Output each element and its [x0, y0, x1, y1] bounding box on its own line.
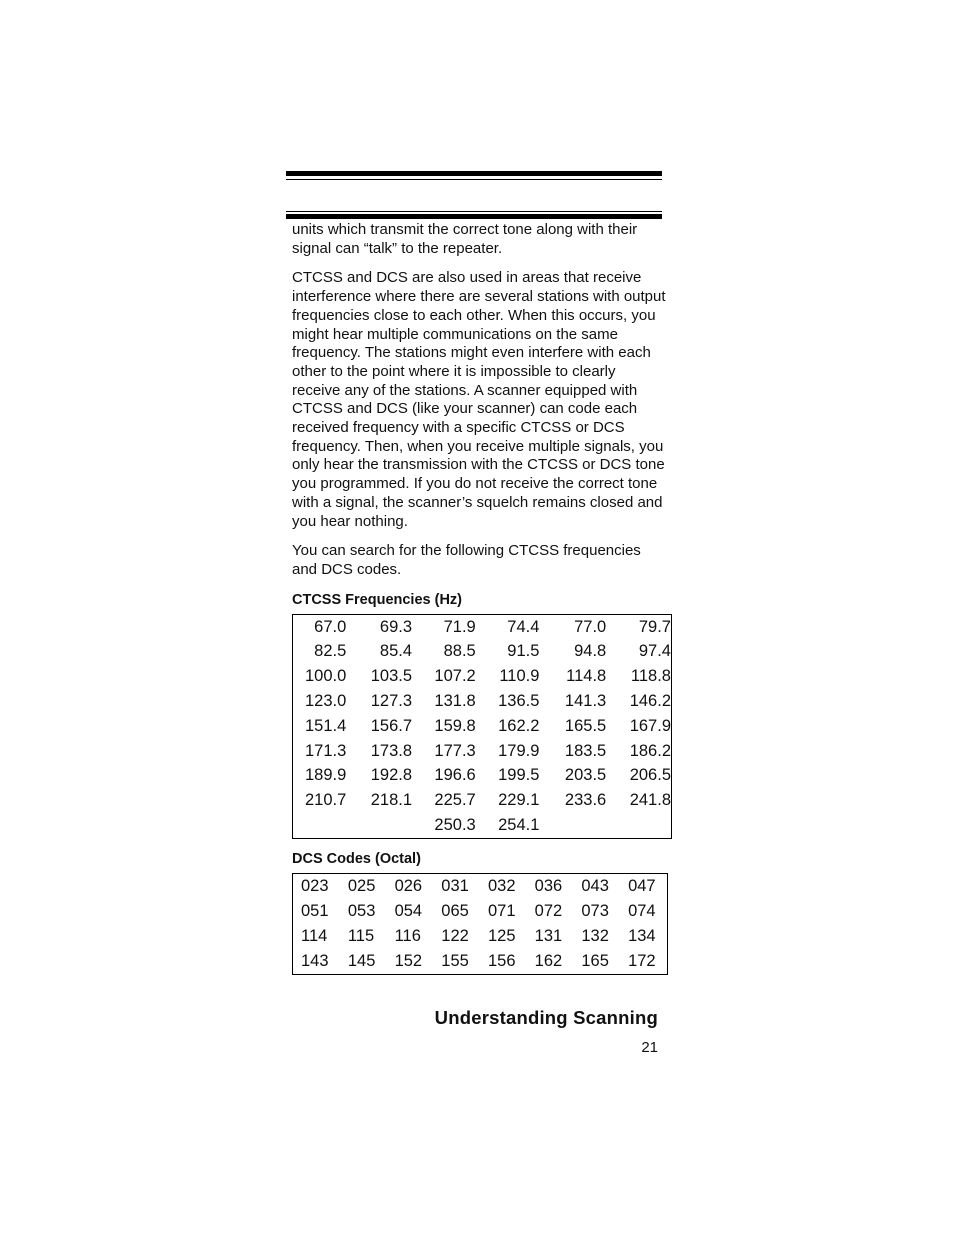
paragraph-2: CTCSS and DCS are also used in areas that receive interference where there are several stations with output frequencies close to each other. When this occurs, you might hear multiple communications on the same frequency. The stations might even interfere with each other to the point where it is impossible to clearly receive any of the stations. A scanner equipped with CTCSS and DCS (like your scanner) can code each received frequency with a specific CTCSS or DCS frequency. Then, when you receive multiple signals, you only hear the transmission with the CTCSS or DCS tone you programmed. If you do not receive the correct tone with a signal, the scanner’s squelch remains closed and you hear nothing.: [292, 269, 666, 530]
ctcss-row: [293, 614, 672, 639]
dcs-table: [292, 873, 668, 975]
ctcss-cell: 110.9: [499, 667, 540, 686]
ctcss-cell: 67.0: [314, 617, 347, 636]
dcs-cell: 116: [394, 926, 421, 945]
dcs-cell: 065: [441, 901, 469, 920]
ctcss-cell: 74.4: [507, 617, 540, 636]
ctcss-cell: 141.3: [564, 691, 607, 710]
ctcss-cell: [539, 813, 606, 838]
dcs-cell: 025: [347, 876, 376, 895]
ctcss-cell: 77.0: [574, 617, 607, 636]
ctcss-cell: [293, 813, 347, 838]
dcs-cell: 145: [347, 951, 376, 970]
ctcss-cell: 114.8: [566, 667, 607, 686]
dcs-cell: 131: [534, 926, 563, 945]
ctcss-cell: 88.5: [443, 642, 476, 661]
ctcss-cell: 156.7: [370, 716, 413, 735]
ctcss-cell: 173.8: [370, 741, 413, 760]
ctcss-cell: 151.4: [304, 716, 347, 735]
ctcss-cell: 203.5: [564, 766, 607, 785]
ctcss-cell: 250.3: [434, 815, 476, 834]
ctcss-cell: 123.0: [304, 691, 347, 710]
dcs-cell: 026: [394, 876, 423, 895]
dcs-cell: 143: [301, 951, 329, 970]
ctcss-cell: 118.8: [630, 667, 671, 686]
header-rule-bottom-thin: [286, 211, 662, 212]
paragraph-1: units which transmit the correct tone along with their signal can “talk” to the repeater.: [292, 221, 638, 257]
ctcss-cell: 69.3: [379, 617, 413, 636]
dcs-cell: 134: [628, 926, 656, 945]
ctcss-row: [293, 763, 672, 788]
dcs-cell: 156: [487, 951, 516, 970]
ctcss-cell: 241.8: [629, 791, 671, 810]
dcs-cell: 152: [394, 951, 423, 970]
ctcss-cell: 79.7: [638, 617, 671, 636]
ctcss-row: [293, 813, 672, 838]
ctcss-cell: 192.8: [370, 766, 413, 785]
ctcss-cell: 165.5: [564, 716, 607, 735]
ctcss-cell: 91.5: [507, 642, 540, 661]
page-number: 21: [641, 1039, 658, 1056]
dcs-cell: 053: [347, 901, 376, 920]
ctcss-row: [293, 664, 672, 689]
ctcss-cell: [606, 813, 671, 838]
ctcss-cell: 71.9: [443, 617, 476, 636]
dcs-cell: 032: [487, 876, 516, 895]
ctcss-cell: 103.5: [370, 667, 413, 686]
dcs-cell: 132: [581, 926, 609, 945]
ctcss-cell: 225.7: [434, 791, 476, 810]
ctcss-cell: 100.0: [304, 667, 347, 686]
ctcss-cell: 85.4: [379, 642, 413, 661]
dcs-cell: 047: [628, 876, 656, 895]
ctcss-row: [293, 689, 672, 714]
dcs-cell: 125: [487, 926, 516, 945]
dcs-cell: 043: [581, 876, 609, 895]
dcs-cell: 031: [441, 876, 469, 895]
ctcss-cell: 218.1: [370, 791, 413, 810]
ctcss-cell: 199.5: [498, 766, 540, 785]
ctcss-cell: 186.2: [629, 741, 671, 760]
ctcss-cell: 146.2: [629, 691, 671, 710]
ctcss-cell: 131.8: [434, 691, 476, 710]
ctcss-cell: 162.2: [498, 716, 540, 735]
ctcss-row: [293, 788, 672, 813]
dcs-cell: 172: [628, 951, 656, 970]
ctcss-cell: 82.5: [314, 642, 347, 661]
dcs-row: [293, 949, 668, 975]
dcs-cell: 051: [301, 901, 329, 920]
ctcss-cell: 177.3: [434, 741, 476, 760]
page-content: [292, 221, 671, 975]
dcs-cell: 114: [301, 926, 328, 945]
dcs-cell: 155: [441, 951, 469, 970]
paragraph-3: You can search for the following CTCSS frequencies and DCS codes.: [292, 542, 641, 578]
ctcss-cell: 94.8: [574, 642, 607, 661]
dcs-cell: 074: [628, 901, 656, 920]
dcs-cell: 162: [534, 951, 563, 970]
dcs-cell: 072: [534, 901, 563, 920]
ctcss-cell: 159.8: [434, 716, 476, 735]
header-rule-bottom-thick: [286, 214, 662, 219]
ctcss-cell: 254.1: [498, 815, 540, 834]
ctcss-table: [292, 614, 672, 839]
dcs-row: [293, 873, 668, 899]
ctcss-cell: 229.1: [498, 791, 540, 810]
ctcss-heading: CTCSS Frequencies (Hz): [292, 591, 462, 608]
ctcss-cell: 136.5: [498, 691, 540, 710]
dcs-cell: 122: [441, 926, 469, 945]
ctcss-row: [293, 639, 672, 664]
dcs-cell: 071: [487, 901, 516, 920]
dcs-heading: DCS Codes (Octal): [292, 850, 421, 867]
ctcss-cell: 179.9: [498, 741, 540, 760]
ctcss-cell: 107.2: [434, 667, 476, 686]
ctcss-cell: 97.4: [638, 642, 671, 661]
dcs-cell: 115: [347, 926, 375, 945]
ctcss-cell: 127.3: [370, 691, 413, 710]
dcs-cell: 036: [534, 876, 563, 895]
header-rule-top-thick: [286, 171, 662, 176]
dcs-cell: 165: [581, 951, 609, 970]
ctcss-cell: 196.6: [434, 766, 476, 785]
dcs-cell: 054: [394, 901, 423, 920]
dcs-cell: 073: [581, 901, 609, 920]
ctcss-cell: 206.5: [629, 766, 671, 785]
ctcss-cell: [346, 813, 412, 838]
ctcss-row: [293, 739, 672, 764]
dcs-row: [293, 899, 668, 924]
section-title: Understanding Scanning: [434, 1007, 658, 1028]
header-rule-top-thin: [286, 179, 662, 180]
ctcss-cell: 233.6: [564, 791, 607, 810]
dcs-row: [293, 924, 668, 949]
dcs-cell: 023: [301, 876, 329, 895]
ctcss-row: [293, 714, 672, 739]
ctcss-cell: 189.9: [304, 766, 347, 785]
ctcss-cell: 171.3: [304, 741, 347, 760]
ctcss-cell: 167.9: [629, 716, 671, 735]
ctcss-cell: 210.7: [304, 791, 347, 810]
ctcss-cell: 183.5: [564, 741, 607, 760]
